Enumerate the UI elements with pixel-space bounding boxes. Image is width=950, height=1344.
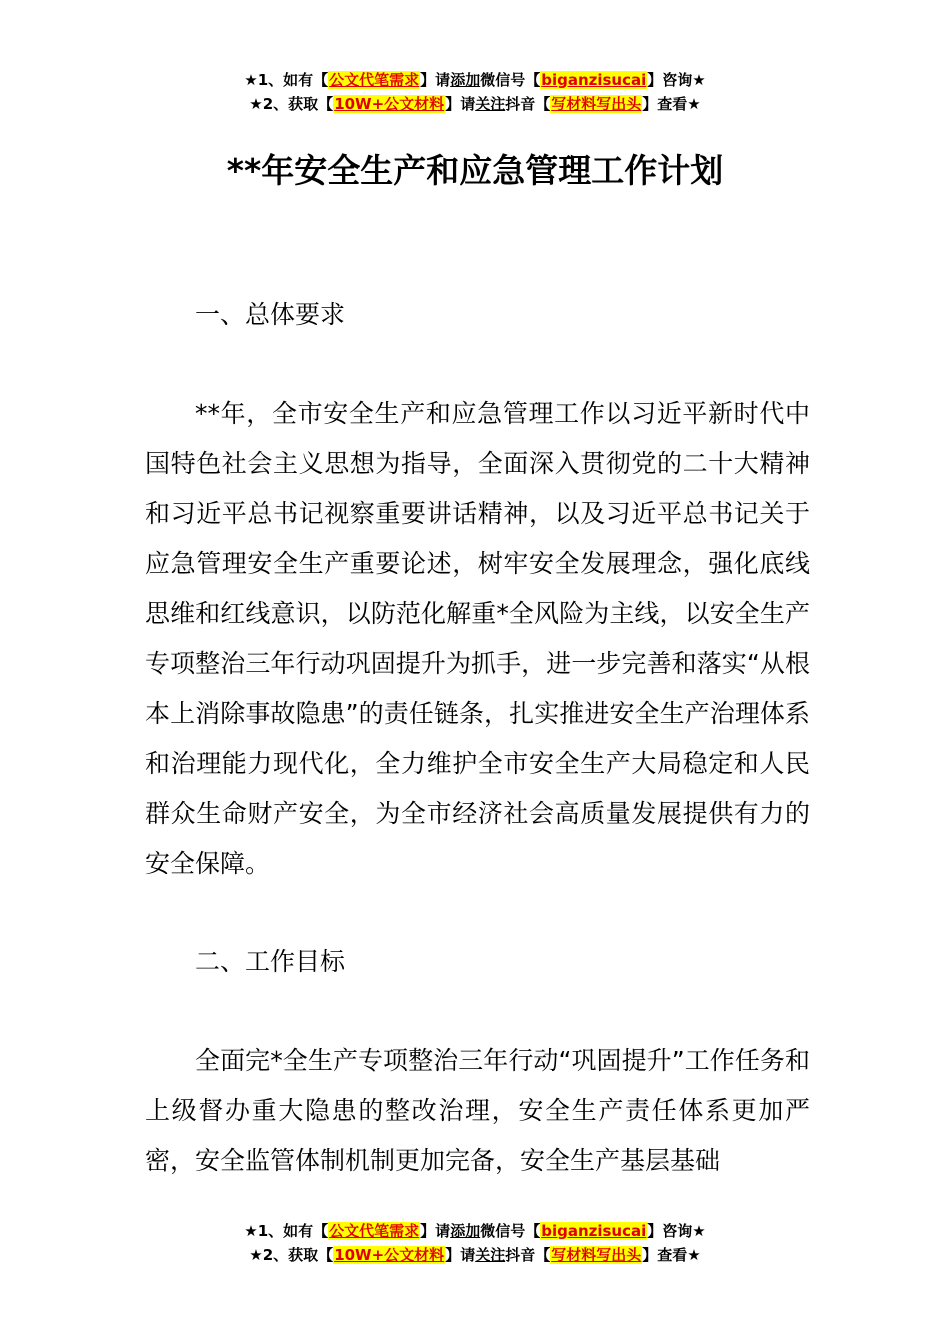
banner-prefix: ★2、获取【 [249,1246,334,1264]
banner-text: 】请 [420,71,451,89]
banner-prefix: ★1、如有【 [244,1222,329,1240]
banner-underlined-text: 添加 [450,1222,481,1240]
banner-text: 微信号【 [480,1222,541,1240]
section-paragraph-general-requirements: **年，全市安全生产和应急管理工作以习近平新时代中国特色社会主义思想为指导，全面深入贯彻党的二十大精神和习近平总书记视察重要讲话精神，以及习近平总书记关于应急管理安全生产重要论述，树牢安全发展理念，强化底线思维和红线意识，以防范化解重*全风险为主线，以安全生产专项整治三年行动巩固提升为抓手，进一步完善和落实“从根本上消除事故隐患”的责任链条，扎实推进安全生产治理体系和治理能力现代化，全力维护全市安全生产大局稳定和人民群众生命财产安全，为全市经济社会高质量发展提供有力的安全保障。 [145,399,810,878]
banner-underlined-text: 添加 [450,71,481,89]
section-paragraph-work-goals: 全面完*全生产专项整治三年行动“巩固提升”工作任务和上级督办重大隐患的整改治理，安全生产责任体系更加严密，安全监管体制机制更加完备，安全生产基层基础 [145,1046,810,1175]
banner-line-2 [0,1243,950,1267]
banner-underlined-text: 关注 [475,95,506,113]
document-title: **年安全生产和应急管理工作计划 [226,151,724,190]
banner-highlight-douyin[interactable]: 写材料写出头 [551,95,642,113]
banner-text: 微信号【 [480,71,541,89]
banner-line-1 [0,68,950,92]
banner-text: 抖音【 [505,95,551,113]
banner-prefix: ★1、如有【 [244,71,329,89]
banner-suffix: 】查看★ [642,1246,701,1264]
banner-suffix: 】咨询★ [647,71,706,89]
banner-highlight-service[interactable]: 公文代笔需求 [329,71,420,89]
banner-suffix: 】查看★ [642,95,701,113]
banner-line-1 [0,1219,950,1243]
banner-text: 】请 [445,95,476,113]
banner-text: 】请 [445,1246,476,1264]
banner-text: 抖音【 [505,1246,551,1264]
banner-highlight-materials[interactable]: 10W+公文材料 [334,1246,445,1264]
banner-highlight-service[interactable]: 公文代笔需求 [329,1222,420,1240]
banner-underlined-text: 关注 [475,1246,506,1264]
banner-suffix: 】咨询★ [647,1222,706,1240]
banner-highlight-materials[interactable]: 10W+公文材料 [334,95,445,113]
banner-prefix: ★2、获取【 [249,95,334,113]
section-heading-general-requirements: 一、总体要求 [195,300,346,329]
banner-highlight-wechat-id[interactable]: biganzisucai [541,71,647,89]
banner-line-2 [0,92,950,116]
top-banner [0,68,950,116]
section-heading-work-goals: 二、工作目标 [195,947,346,976]
banner-highlight-wechat-id[interactable]: biganzisucai [541,1222,647,1240]
banner-highlight-douyin[interactable]: 写材料写出头 [551,1246,642,1264]
bottom-banner [0,1219,950,1267]
banner-text: 】请 [420,1222,451,1240]
